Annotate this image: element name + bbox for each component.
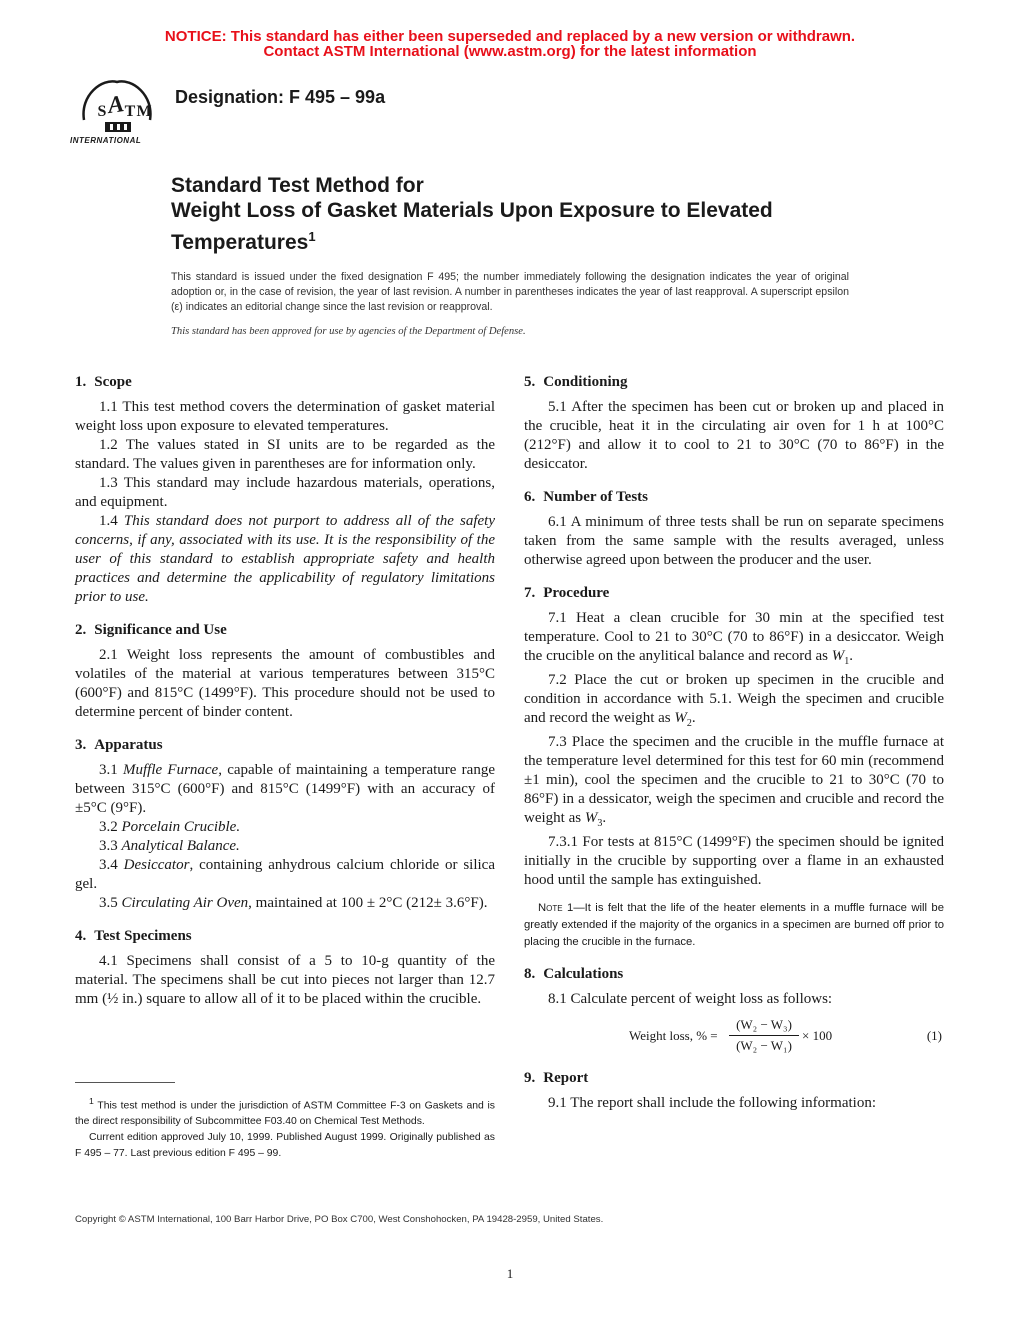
paragraph: 3.4 Desiccator, containing anhydrous calcium chloride or silica gel. (75, 857, 495, 892)
svg-text:T: T (124, 103, 136, 120)
designation: Designation: F 495 – 99a (175, 87, 386, 107)
title-footnote-mark: 1 (308, 229, 316, 244)
paragraph: 7.3 Place the specimen and the crucible in the muffle furnace at the temperature level determined for this test for 60 min (recommend ±1 min), cool the specimen and the crucible to 21 to 30°C (70 to 86°F) in a dessicator, weigh the specimen and crucible and record the weight as $W_3$. (524, 734, 944, 829)
svg-text:M: M (136, 103, 152, 120)
paragraph: 3.1 Muffle Furnace, capable of maintaining a temperature range between 315°C (600°F) and 815°C (1499°F) with an accuracy of ±5°C (9°F). (75, 762, 495, 816)
title-line-2: Weight Loss of Gasket Materials Upon Exposure to Elevated (171, 199, 773, 222)
page-number: 1 (506, 1266, 514, 1281)
title-line-1: Standard Test Method for (171, 174, 424, 197)
standard-note: This standard is issued under the fixed designation F 495; the number immediately following the designation indicates the year of original adoption or, in the case of revision, the year of last revision. A number in parentheses indicates the year of last reapproval. A superscript epsilon (ε) indicates an editorial change since the last revision or reapproval. (171, 271, 849, 313)
paragraph: 9.1 The report shall include the following information: (548, 1095, 876, 1111)
paragraph: 7.2 Place the cut or broken up specimen in the crucible and condition in accordance with 5.1. Weigh the specimen and crucible and record the weight as $W_2$. (524, 672, 944, 729)
logo-subtitle: INTERNATIONAL (70, 136, 142, 145)
notice-line-2: Contact ASTM International (www.astm.org) for the latest information (263, 43, 757, 60)
notice-line-1: NOTICE: This standard has either been superseded and replaced by a new version or withdrawn. (164, 28, 856, 45)
section-heading: 7. Procedure (524, 585, 610, 601)
paragraph: 2.1 Weight loss represents the amount of combustibles and volatiles of the material at various temperatures between 315°C (600°F) and 815°C (1499°F). This procedure should not be used to determine percent of binder content. (75, 647, 495, 720)
section-heading: 5. Conditioning (524, 374, 628, 390)
copyright: Copyright © ASTM International, 100 Barr Harbor Drive, PO Box C700, West Conshohocken, PA 19428-2959, United States. (75, 1214, 604, 1225)
paragraph: 8.1 Calculate percent of weight loss as follows: (548, 991, 833, 1007)
procedure-note: Note 1—It is felt that the life of the heater elements in a muffle furnace will be greatly extended if the majority of the organics in a specimen are burned off prior to placing the crucible in the furnace. (524, 902, 944, 948)
footnote-divider (75, 1082, 175, 1083)
paragraph: 1.4 This standard does not purport to address all of the safety concerns, if any, associated with its use. It is the responsibility of the user of this standard to establish appropriate safety and health practices and determine the applicability of regulatory limitations prior to use. (75, 513, 496, 605)
section-heading: 8. Calculations (524, 966, 624, 982)
right-column (524, 373, 944, 1113)
paragraph: 7.3.1 For tests at 815°C (1499°F) the specimen should be ignited initially in the crucible by supporting over a flame in an exhausted hood until the sample has extinguished. (524, 834, 944, 888)
paragraph: 1.2 The values stated in SI units are to be regarded as the standard. The values given in parentheses are for information only. (75, 437, 495, 472)
section-heading: 4. Test Specimens (75, 928, 192, 944)
svg-text:A: A (106, 91, 126, 120)
paragraph: 4.1 Specimens shall consist of a 5 to 10-g quantity of the material. The specimens shall be cut into pieces not larger than 12.7 mm (½ in.) square to allow all of it to be placed within the crucible. (75, 953, 495, 1007)
footnote: $^1$ This test method is under the jurisdiction of ASTM Committee F-3 on Gaskets and is the direct responsibility of Subcommittee F03.40 on Chemical Test Methods. Current edition approved July 10, 1999. Published August 1999. Originally published as F 495 – 77. Last previous edition F 495 – 99. (75, 1096, 495, 1160)
paragraph: 7.1 Heat a clean crucible for 30 min at the specified test temperature. Cool to 21 to 30°C (70 to 86°F) in a desiccator. Weigh the crucible on the anylitical balance and record as $W_1$. (524, 610, 944, 667)
weight-loss-equation: Weight loss, % = $\frac{\text{(W₂ − W₃)}}{\text{(W₂ − W₁)}}$ × 100 (1) (629, 1017, 942, 1053)
section-heading: 3. Apparatus (75, 737, 163, 753)
section-heading: 9. Report (524, 1070, 589, 1086)
paragraph: 3.2 Porcelain Crucible. (99, 819, 241, 835)
paragraph: 1.1 This test method covers the determination of gasket material weight loss upon exposure to elevated temperatures. (75, 399, 495, 434)
section-heading: 6. Number of Tests (524, 489, 648, 505)
paragraph: 5.1 After the specimen has been cut or broken up and placed in the crucible, heat it in the circulating air oven for 1 h at 100°C (212°F) and allow it to cool to 21 to 30°C (70 to 86°F) in the desiccator. (524, 399, 944, 472)
paragraph: 1.3 This standard may include hazardous materials, operations, and equipment. (75, 475, 495, 510)
section-heading: 1. Scope (75, 374, 132, 390)
paragraph: 3.3 Analytical Balance. (99, 838, 240, 854)
page-title (171, 198, 773, 256)
svg-text:S: S (97, 103, 107, 120)
paragraph: 6.1 A minimum of three tests shall be run on separate specimens taken from the same sample with the results averaged, unless otherwise agreed upon between the producer and the user. (524, 514, 944, 568)
title-line-3: Temperatures (171, 231, 309, 254)
approved-note: This standard has been approved for use by agencies of the Department of Defense. (171, 326, 526, 337)
left-column (75, 373, 495, 1009)
section-heading: 2. Significance and Use (75, 622, 227, 638)
paragraph: 3.5 Circulating Air Oven, maintained at 100 ± 2°C (212± 3.6°F). (99, 895, 488, 911)
